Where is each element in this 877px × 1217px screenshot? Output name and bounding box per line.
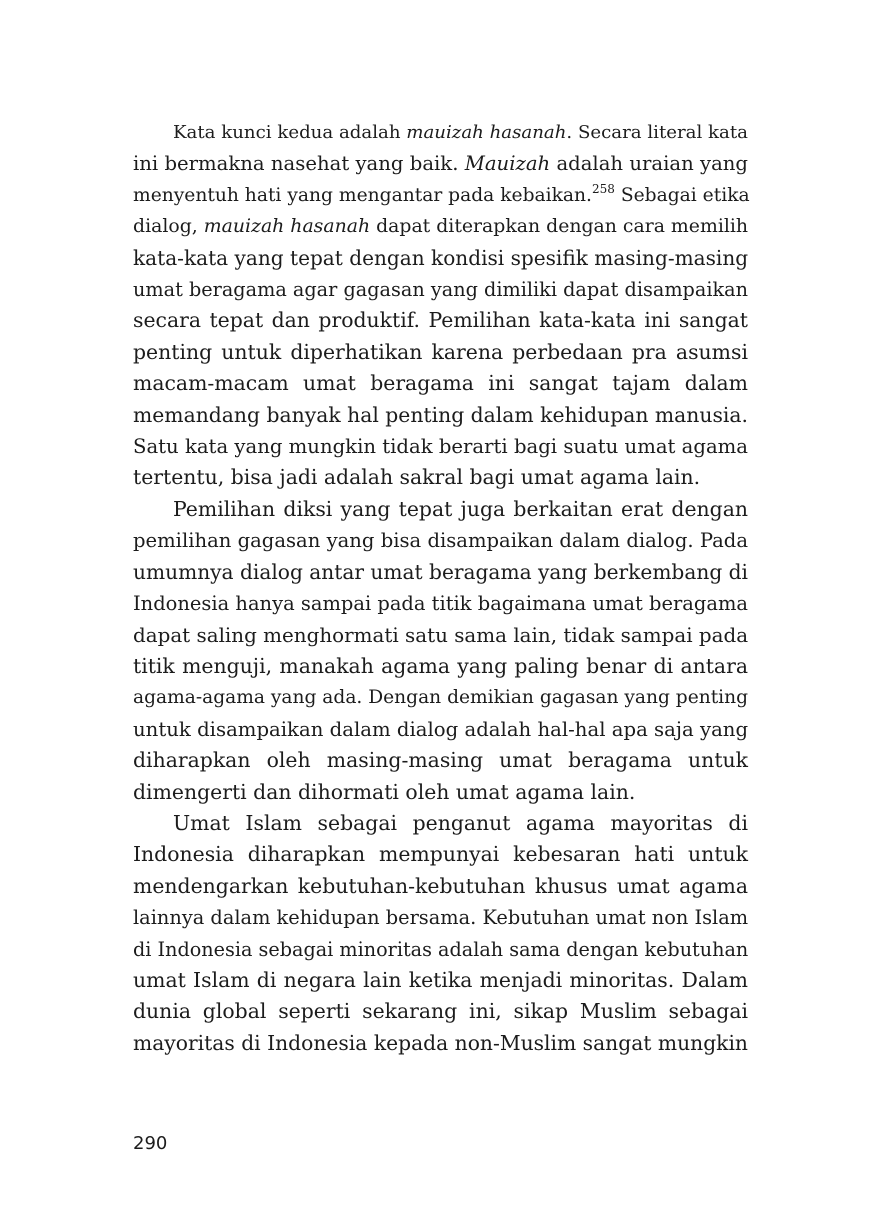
text-line (133, 620, 748, 651)
text-run: . Secara literal kata (566, 122, 748, 143)
text-line (133, 117, 748, 148)
text-run: dapat diterapkan dengan cara memilih (370, 216, 749, 238)
text-line (133, 274, 748, 305)
text-run: mayoritas di Indonesia kepada non-Muslim sangat mungkin (133, 1030, 748, 1055)
paragraph (133, 117, 748, 494)
text-run: Sebagai etika (614, 184, 750, 206)
text-run: dimengerti dan dihormati oleh umat agama lain. (133, 779, 636, 804)
text-run: Pemilihan diksi yang tepat juga berkaitan erat dengan (173, 496, 748, 521)
text-line (133, 839, 748, 870)
text-run: Indonesia diharapkan mempunyai kebesaran hati untuk (133, 842, 748, 867)
text-run: Satu kata yang mungkin tidak berarti bagi suatu umat agama (133, 435, 748, 459)
text-run: umat Islam di negara lain ketika menjadi minoritas. Dalam (133, 967, 748, 992)
text-line (133, 557, 748, 588)
text-run: memandang banyak hal penting dalam kehidupan manusia. (133, 402, 748, 427)
text-line (133, 714, 748, 745)
text-run: penting untuk diperhatikan karena perbedaan pra asumsi (133, 339, 748, 364)
text-run: titik menguji, manakah agama yang paling benar di antara (133, 653, 748, 678)
text-line (133, 871, 748, 902)
footnote-reference: 258 (592, 181, 615, 196)
paragraph (133, 808, 748, 1059)
text-run: menyentuh hati yang mengantar pada kebaikan. (133, 184, 592, 206)
text-line (133, 180, 748, 211)
text-run: dunia global seperti sekarang ini, sikap Muslim sebagai (133, 999, 748, 1024)
text-line (133, 148, 748, 179)
text-line (133, 462, 748, 493)
text-run: lainnya dalam kehidupan bersama. Kebutuhan umat non Islam (133, 906, 749, 930)
text-run: untuk disampaikan dalam dialog adalah hal-hal apa saja yang (133, 717, 749, 741)
text-run: umumnya dialog antar umat beragama yang berkembang di (133, 559, 748, 584)
text-run: pemilihan gagasan yang bisa disampaikan dalam dialog. Pada (133, 529, 748, 553)
text-line (133, 965, 748, 996)
text-line (133, 400, 748, 431)
text-run: umat beragama agar gagasan yang dimiliki dapat disampaikan (133, 278, 748, 302)
text-line (133, 588, 748, 619)
text-line (133, 243, 748, 274)
text-run: secara tepat dan produktif. Pemilihan kata-kata ini sangat (133, 308, 748, 333)
text-line (133, 745, 748, 776)
text-line (133, 525, 748, 556)
italic-term: mauizah hasanah (203, 216, 371, 238)
text-run: agama-agama yang ada. Dengan demikian gagasan yang penting (133, 687, 749, 709)
text-run: tertentu, bisa jadi adalah sakral bagi umat agama lain. (133, 465, 701, 490)
text-run: di Indonesia sebagai minoritas adalah sama dengan kebutuhan (133, 937, 749, 961)
text-line (133, 431, 748, 462)
text-line (133, 211, 748, 242)
text-line (133, 305, 748, 336)
text-line (133, 934, 748, 965)
text-run: mendengarkan kebutuhan-kebutuhan khusus umat agama (133, 873, 748, 898)
text-run: Kata kunci kedua adalah (173, 122, 407, 143)
text-run: Umat Islam sebagai penganut agama mayoritas di (173, 810, 748, 835)
text-line (133, 651, 748, 682)
page-number: 290 (133, 1133, 168, 1154)
text-run: kata-kata yang tepat dengan kondisi spesifik masing-masing (133, 245, 749, 270)
text-line (133, 902, 748, 933)
text-line (133, 808, 748, 839)
text-line (133, 682, 748, 713)
text-run: ini bermakna nasehat yang baik. (133, 152, 465, 176)
text-run: adalah uraian yang (550, 152, 748, 176)
text-line (133, 337, 748, 368)
italic-term: Mauizah (464, 152, 551, 176)
text-line (133, 777, 748, 808)
text-run: dialog, (133, 216, 204, 238)
text-line (133, 494, 748, 525)
text-run: Indonesia hanya sampai pada titik bagaimana umat beragama (133, 592, 748, 616)
text-run: diharapkan oleh masing-masing umat beragama untuk (133, 748, 748, 773)
text-line (133, 1028, 748, 1059)
body-text (133, 117, 748, 1059)
text-run: macam-macam umat beragama ini sangat tajam dalam (133, 371, 748, 396)
italic-term: mauizah hasanah (406, 122, 567, 143)
paragraph (133, 494, 748, 808)
text-run: dapat saling menghormati satu sama lain, tidak sampai pada (133, 623, 749, 647)
text-line (133, 368, 748, 399)
text-line (133, 996, 748, 1027)
